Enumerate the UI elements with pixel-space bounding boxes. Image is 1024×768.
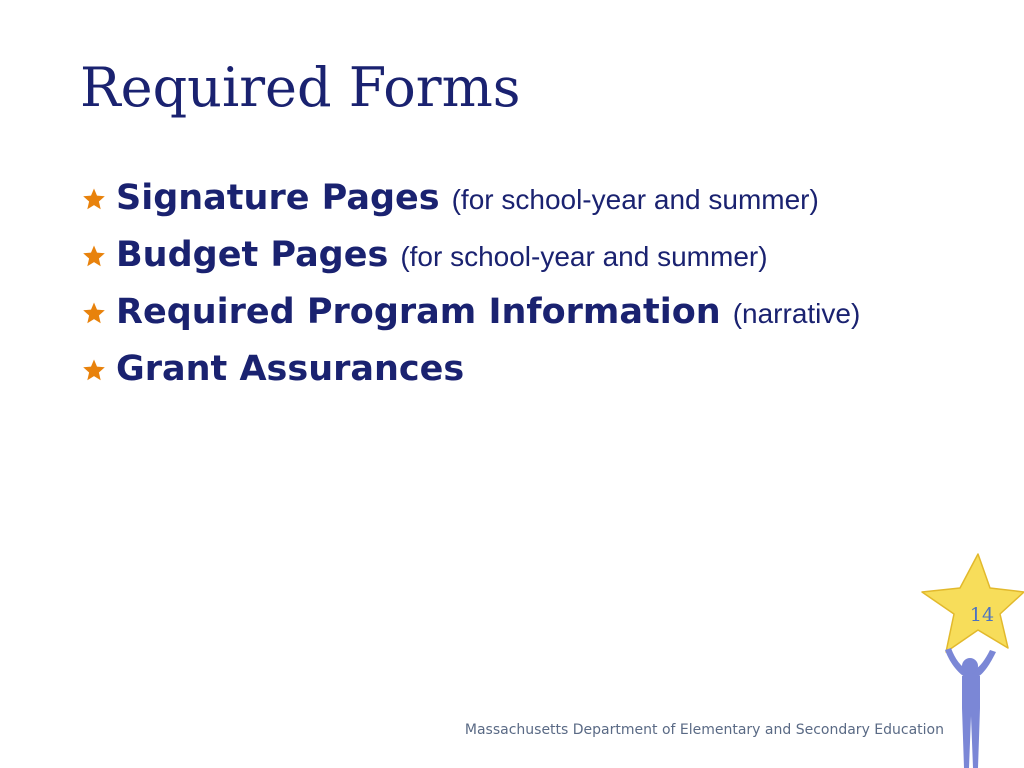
slide-title: Required Forms bbox=[80, 56, 521, 119]
bullet-heading: Signature Pages bbox=[116, 178, 440, 218]
star-icon bbox=[82, 187, 106, 211]
bullet-note: (for school-year and summer) bbox=[451, 184, 819, 215]
footer-text: Massachusetts Department of Elementary and Secondary Education bbox=[464, 722, 944, 738]
bullet-note: (narrative) bbox=[732, 298, 861, 329]
bullet-note: (for school-year and summer) bbox=[400, 241, 768, 272]
star-icon bbox=[82, 301, 106, 325]
page-number: 14 bbox=[969, 604, 995, 626]
bullet-heading: Grant Assurances bbox=[116, 349, 465, 389]
bullet-item bbox=[82, 235, 860, 292]
star-icon bbox=[82, 244, 106, 268]
bullet-list bbox=[82, 178, 860, 406]
bullet-heading: Budget Pages bbox=[116, 235, 389, 275]
bullet-item bbox=[82, 349, 860, 406]
bullet-item bbox=[82, 178, 860, 235]
bullet-item bbox=[82, 292, 860, 349]
bullet-heading: Required Program Information bbox=[116, 292, 721, 332]
star-icon bbox=[82, 358, 106, 382]
